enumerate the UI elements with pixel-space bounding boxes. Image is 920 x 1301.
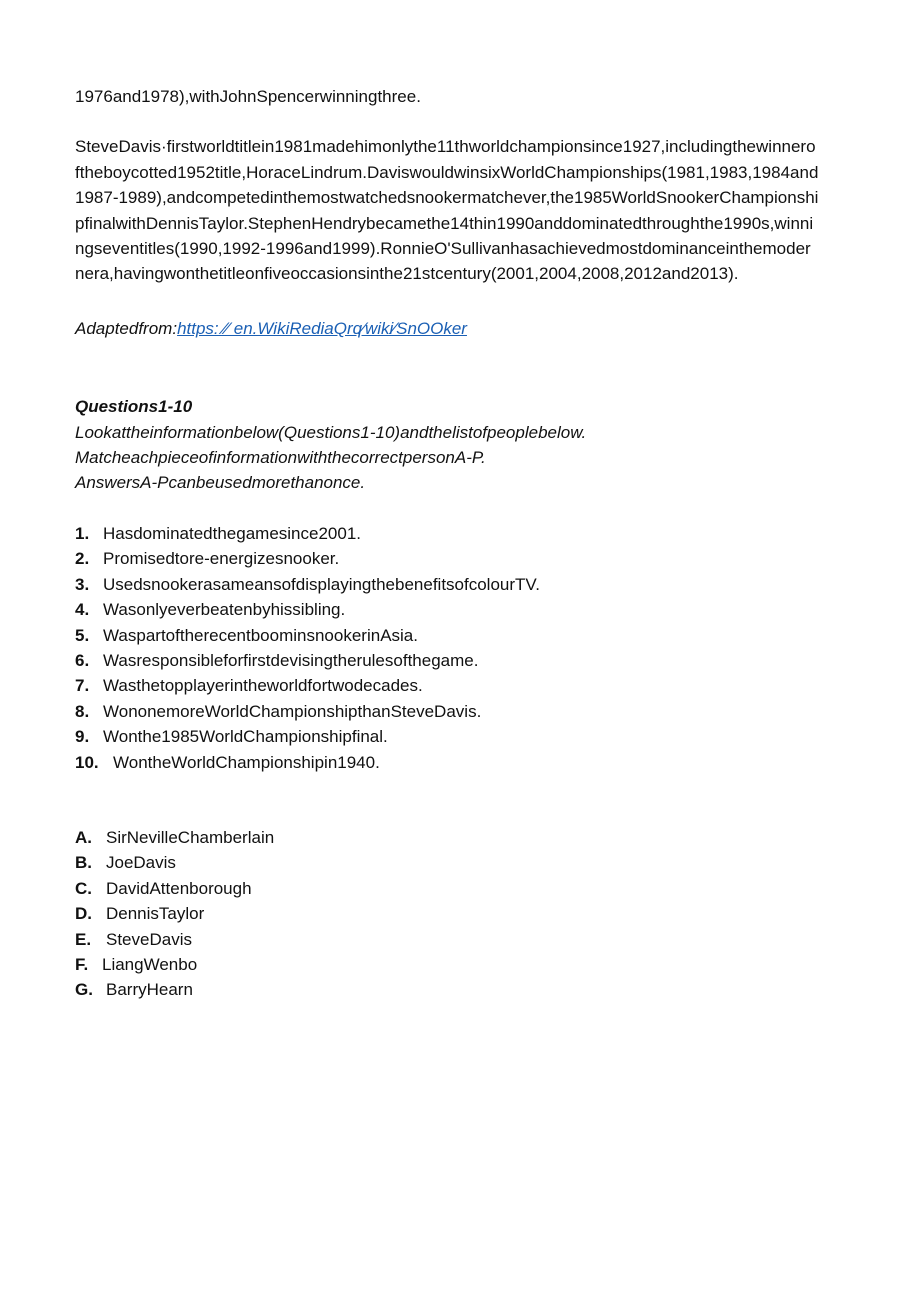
person-item (75, 876, 820, 901)
person-letter: G. (75, 980, 93, 1000)
question-item (75, 724, 820, 749)
question-number: 1. (75, 523, 90, 543)
source-line (75, 316, 820, 341)
person-item (75, 825, 820, 850)
question-text: Wonthe1985WorldChampionshipfinal. (103, 727, 388, 747)
question-item (75, 623, 820, 648)
question-number: 10. (75, 752, 99, 772)
person-letter: C. (75, 878, 92, 898)
question-text: Wasonlyeverbeatenbyhissibling. (103, 600, 346, 620)
source-link[interactable]: https: ⁄⁄ en.WikiRediaQrq⁄wiki⁄SnOOker (177, 318, 467, 338)
question-text: WononemoreWorldChampionshipthanSteveDavis. (103, 701, 482, 721)
person-name: JoeDavis (106, 853, 176, 873)
instruction-line: MatcheachpieceofinformationwiththecorrectpersonA-P. (75, 448, 486, 468)
instruction-line: AnswersA-Pcanbeusedmorethanonce. (75, 473, 366, 493)
question-text: Hasdominatedthegamesince2001. (103, 523, 362, 543)
body-paragraph: SteveDavis·firstworldtitlein1981madehimonlythe11thworldchampionsince1927,includingthewinneroftheboycotted1952title,HoraceLindrum.DaviswouldwinsixWorldChampionships(1981,1983,1984and1987-1989),andcompetedinthemostwatchedsnookermatchever,the1985WorldSnookerChampionshipfinalwithDennisTaylor.StephenHendrybecamethe14thin1990anddominatedthroughthe1990s,winningseventitles(1990,1992-1996and1999).RonnieO'Sullivanhasachievedmostdominanceinthemodernera,havingwonthetitleonfiveoccasionsinthe21stcentury(2001,2004,2008,2012and2013). (75, 137, 819, 284)
question-number: 6. (75, 650, 90, 670)
question-text: Wasresponsibleforfirstdevisingtherulesofthegame. (103, 650, 479, 670)
person-name: SirNevilleChamberlain (106, 827, 275, 847)
question-number: 2. (75, 549, 90, 569)
instruction-line: Lookattheinformationbelow(Questions1-10)andthelistofpeoplebelow. (75, 422, 587, 442)
question-text: Promisedtore-energizesnooker. (103, 549, 340, 569)
question-item (75, 673, 820, 698)
people-list (75, 825, 820, 1003)
question-item (75, 521, 820, 546)
person-letter: E. (75, 929, 92, 949)
question-number: 3. (75, 574, 90, 594)
questions-heading: Questions1-10 (75, 397, 193, 417)
person-name: SteveDavis (106, 929, 192, 949)
person-item (75, 952, 820, 977)
question-number: 5. (75, 625, 90, 645)
person-item (75, 927, 820, 952)
intro-fragment: 1976and1978),withJohnSpencerwinningthree. (75, 87, 421, 106)
question-item (75, 699, 820, 724)
question-number: 9. (75, 727, 90, 747)
person-letter: D. (75, 904, 92, 924)
question-text: WontheWorldChampionshipin1940. (113, 752, 380, 772)
questions-list (75, 521, 820, 775)
person-name: LiangWenbo (102, 954, 198, 974)
person-letter: A. (75, 827, 92, 847)
person-name: DavidAttenborough (106, 878, 252, 898)
question-item (75, 572, 820, 597)
question-text: Wasthetopplayerintheworldfortwodecades. (103, 676, 423, 696)
person-letter: B. (75, 853, 92, 873)
question-number: 7. (75, 676, 90, 696)
person-letter: F. (75, 954, 89, 974)
source-prefix: Adaptedfrom: (75, 318, 178, 338)
question-number: 4. (75, 600, 90, 620)
person-name: BarryHearn (106, 980, 193, 1000)
question-number: 8. (75, 701, 90, 721)
document-page (75, 84, 820, 1003)
question-item (75, 648, 820, 673)
question-item (75, 546, 820, 571)
question-item (75, 597, 820, 622)
question-text: WaspartoftherecentboominsnookerinAsia. (103, 625, 418, 645)
person-item (75, 977, 820, 1002)
person-name: DennisTaylor (106, 904, 205, 924)
questions-instructions (75, 420, 820, 496)
question-item (75, 750, 820, 775)
person-item (75, 850, 820, 875)
question-text: UsedsnookerasameansofdisplayingthebenefitsofcolourTV. (103, 574, 540, 594)
person-item (75, 901, 820, 926)
